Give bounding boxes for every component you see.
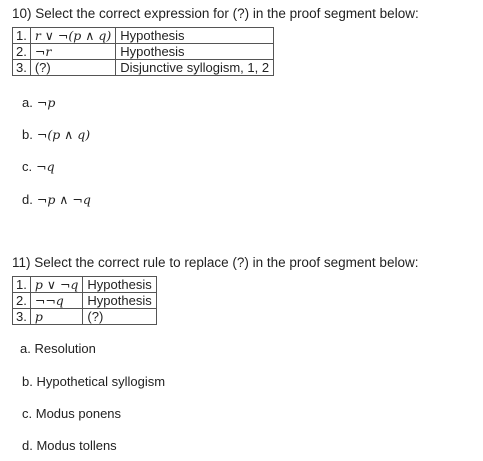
step-expression: r ∨ ¬(p ∧ q) xyxy=(30,28,115,44)
question-11-proof-table xyxy=(12,276,157,325)
choice-text: Modus tollens xyxy=(36,438,117,453)
question-11-choice-d[interactable] xyxy=(22,438,117,453)
step-expression: p xyxy=(30,309,83,325)
question-10-choice-b[interactable] xyxy=(22,127,90,142)
table-row xyxy=(13,28,274,44)
step-number: 1. xyxy=(13,28,31,44)
step-number: 2. xyxy=(13,44,31,60)
step-expression: (?) xyxy=(30,60,115,76)
choice-letter: d. xyxy=(22,438,33,453)
step-number: 3. xyxy=(13,60,31,76)
choice-letter: c. xyxy=(22,406,33,421)
question-11-choice-a[interactable] xyxy=(20,341,96,356)
question-10-choice-a[interactable] xyxy=(22,95,55,110)
step-reason: Disjunctive syllogism, 1, 2 xyxy=(116,60,274,76)
step-number: 2. xyxy=(13,293,31,309)
step-number: 1. xyxy=(13,277,31,293)
choice-expression: ¬(p ∧ q) xyxy=(36,127,91,142)
choice-text: Resolution xyxy=(34,341,96,356)
table-row xyxy=(13,44,274,60)
question-10-choice-d[interactable] xyxy=(22,192,91,207)
step-expression: p ∨ ¬q xyxy=(30,277,83,293)
step-expression: ¬¬q xyxy=(30,293,83,309)
choice-letter: b. xyxy=(22,374,33,389)
table-row xyxy=(13,60,274,76)
step-reason: Hypothesis xyxy=(116,28,274,44)
question-11 xyxy=(12,255,418,325)
step-expression: ¬r xyxy=(30,44,115,60)
step-number: 3. xyxy=(13,309,31,325)
choice-letter: a. xyxy=(22,95,33,110)
question-10-proof-table xyxy=(12,27,274,76)
step-reason: Hypothesis xyxy=(83,293,156,309)
choice-text: Hypothetical syllogism xyxy=(36,374,166,389)
choice-expression: ¬p ∧ ¬q xyxy=(36,192,91,207)
question-11-choice-c[interactable] xyxy=(22,406,121,421)
choice-letter: a. xyxy=(20,341,31,356)
table-row xyxy=(13,277,157,293)
question-10-choice-c[interactable] xyxy=(22,159,55,174)
choice-letter: d. xyxy=(22,192,33,207)
choice-text: Modus ponens xyxy=(35,406,122,421)
question-10 xyxy=(12,6,419,76)
choice-letter: b. xyxy=(22,127,33,142)
step-reason: Hypothesis xyxy=(83,277,156,293)
choice-expression: ¬q xyxy=(36,159,55,174)
table-row xyxy=(13,293,157,309)
table-row xyxy=(13,309,157,325)
question-10-title: 10) Select the correct expression for (?) in the proof segment below: xyxy=(12,6,419,21)
step-reason: (?) xyxy=(83,309,156,325)
choice-expression: ¬p xyxy=(36,95,56,110)
choice-letter: c. xyxy=(22,159,33,174)
step-reason: Hypothesis xyxy=(116,44,274,60)
question-11-title: 11) Select the correct rule to replace (?) in the proof segment below: xyxy=(12,255,419,270)
question-11-choice-b[interactable] xyxy=(22,374,165,389)
